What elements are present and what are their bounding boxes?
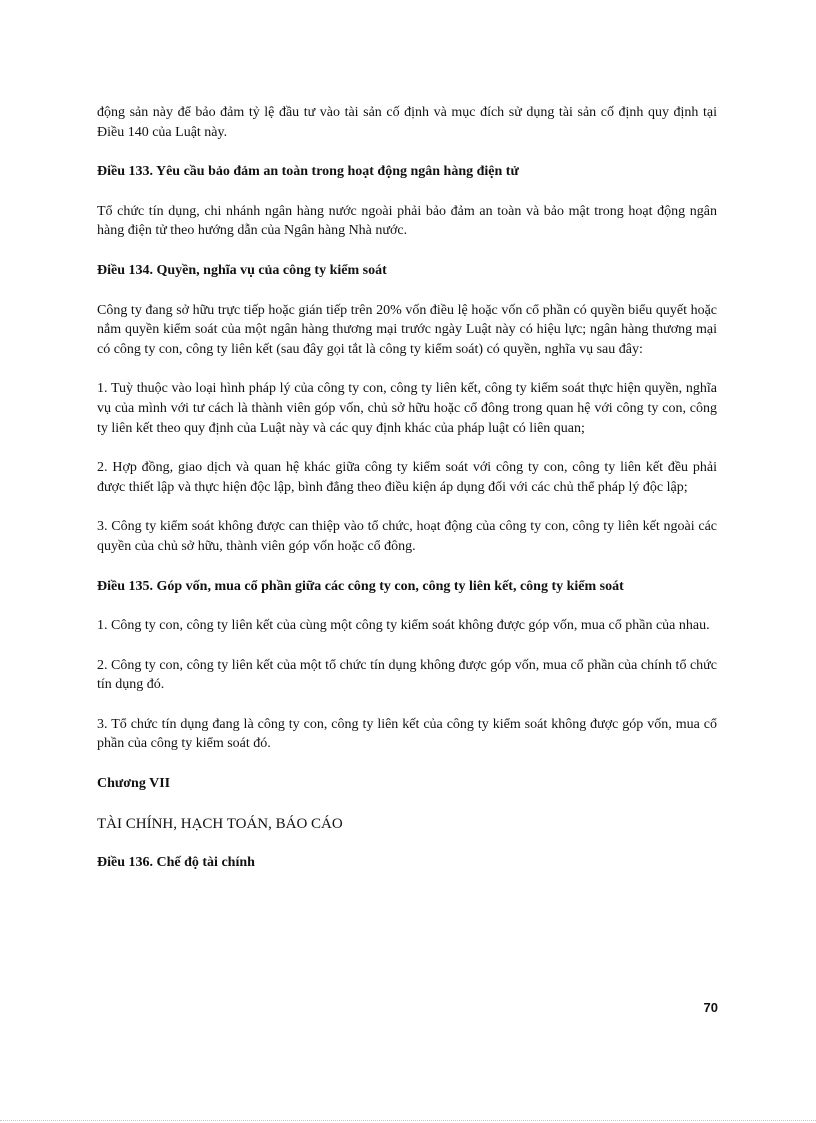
article-135-clause-2: 2. Công ty con, công ty liên kết của một tổ chức tín dụng không được góp vốn, mua cổ phần của chính tổ chức tín dụng đó. bbox=[97, 657, 717, 693]
article-134-intro: Công ty đang sở hữu trực tiếp hoặc gián tiếp trên 20% vốn điều lệ hoặc vốn cổ phần có quyền biểu quyết hoặc nắm quyền kiểm soát của một ngân hàng thương mại trước ngày Luật này có hiệu lực; ngân hàng thương mại có công ty con, công ty liên kết (sau đây gọi tắt là công ty kiểm soát) có quyền, nghĩa vụ sau đây: bbox=[97, 302, 717, 357]
page-number: 70 bbox=[703, 1000, 718, 1015]
document-page bbox=[97, 103, 717, 872]
article-134-heading: Điều 134. Quyền, nghĩa vụ của công ty kiểm soát bbox=[97, 262, 387, 278]
chapter-title: TÀI CHÍNH, HẠCH TOÁN, BÁO CÁO bbox=[97, 815, 343, 832]
article-136-heading: Điều 136. Chế độ tài chính bbox=[97, 854, 255, 870]
article-133-text: Tổ chức tín dụng, chi nhánh ngân hàng nước ngoài phải bảo đảm an toàn và bảo mật trong hoạt động ngân hàng điện tử theo hướng dẫn của Ngân hàng Nhà nước. bbox=[97, 203, 717, 239]
article-134-clause-2: 2. Hợp đồng, giao dịch và quan hệ khác giữa công ty kiểm soát với công ty con, công ty liên kết đều phải được thiết lập và thực hiện độc lập, bình đẳng theo điều kiện áp dụng đối với các chủ thể pháp lý độc lập; bbox=[97, 460, 717, 495]
article-134-clause-1: 1. Tuỳ thuộc vào loại hình pháp lý của công ty con, công ty liên kết, công ty kiểm soát thực hiện quyền, nghĩa vụ của mình với tư cách là thành viên góp vốn, chủ sở hữu hoặc cổ đông trong quan hệ với công ty con, công ty liên kết theo quy định của Luật này và các quy định khác của pháp luật có liên quan; bbox=[97, 381, 717, 436]
chapter-label: Chương VII bbox=[97, 776, 171, 792]
article-135-clause-3: 3. Tổ chức tín dụng đang là công ty con, công ty liên kết của công ty kiểm soát không được góp vốn, mua cổ phần của công ty kiểm soát đó. bbox=[97, 716, 717, 752]
article-135-heading: Điều 135. Góp vốn, mua cổ phần giữa các công ty con, công ty liên kết, công ty kiểm soát bbox=[97, 578, 624, 594]
article-135-clause-1: 1. Công ty con, công ty liên kết của cùng một công ty kiểm soát không được góp vốn, mua cổ phần của nhau. bbox=[97, 618, 710, 634]
paragraph-continuation: động sản này để bảo đảm tỷ lệ đầu tư vào tài sản cố định và mục đích sử dụng tài sản cố định quy định tại Điều 140 của Luật này. bbox=[97, 105, 717, 140]
article-134-clause-3: 3. Công ty kiểm soát không được can thiệp vào tổ chức, hoạt động của công ty con, công ty liên kết ngoài các quyền của chủ sở hữu, thành viên góp vốn hoặc cổ đông. bbox=[97, 519, 717, 554]
article-133-heading: Điều 133. Yêu cầu bảo đảm an toàn trong hoạt động ngân hàng điện tử bbox=[97, 164, 519, 180]
page-bottom-rule bbox=[0, 1120, 816, 1121]
